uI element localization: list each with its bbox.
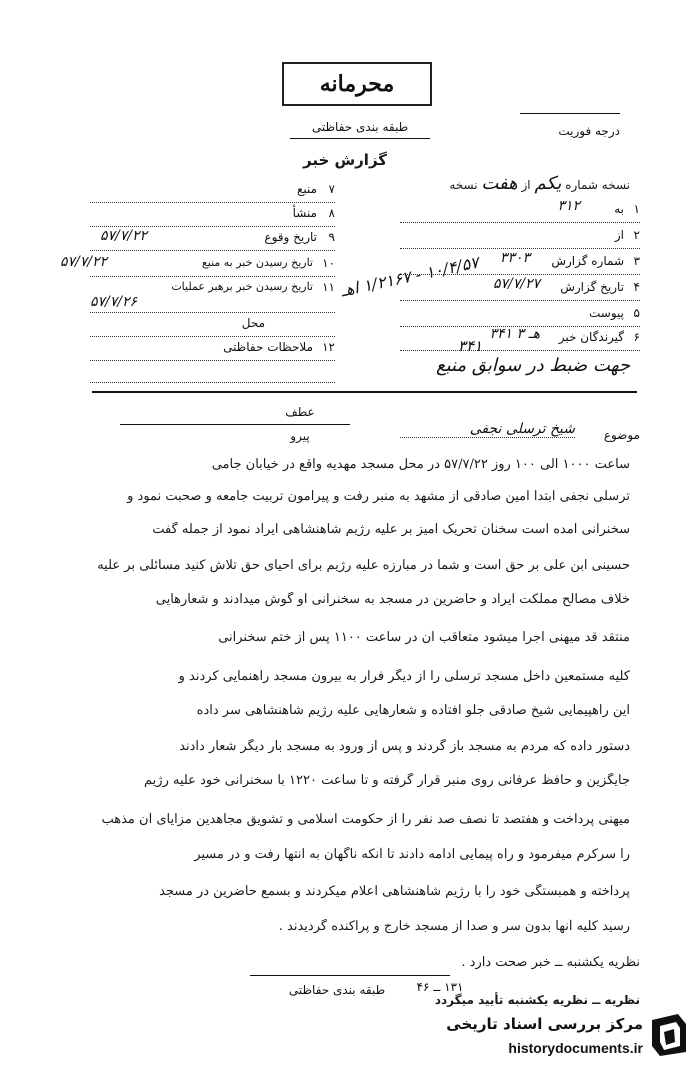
field-row-5 bbox=[400, 302, 640, 327]
body-line-9: دستور داده که مردم به مسجد باز گردند و پس از ورود به مسجد بار دیگر شعار دادند bbox=[179, 739, 630, 754]
body-line-12: را سرکرم میفرمود و راه پیمایی ادامه دادند تا آنکه ناگهان به انتها رفت و در مسیر bbox=[194, 847, 630, 862]
field-8-label: منشأ bbox=[292, 206, 317, 220]
field-row-blank bbox=[90, 364, 335, 383]
body-line-4: حسینی ابن علی بر حق است و شما در مبارزه علیه رژیم برای احیای حق تلاش کنید مسائلی بر علیه bbox=[97, 558, 630, 573]
classification-label: طبقه بندی حفاظتی bbox=[311, 120, 409, 134]
field-row-12 bbox=[90, 338, 335, 361]
field-5-label: پیوست bbox=[589, 306, 624, 320]
report-title: گزارش خبر bbox=[302, 151, 388, 169]
body-line-5: خلاف مصالح مملکت ایراد و حاضرین در مسجد به سخنرانی او گوش میدادند و شعارهایی bbox=[155, 592, 630, 607]
field-1-label: به bbox=[614, 202, 624, 216]
field-12-num: ۱۲ bbox=[322, 340, 335, 354]
body-line-13: پرداخته و همبستگی خود را با رژیم شاهنشاهی اعلام میکردند و بسمع حاضرین در مسجد bbox=[159, 884, 630, 899]
field-row-10 bbox=[60, 254, 335, 277]
field-10-value: ۵۷/۷/۲۲ bbox=[60, 254, 108, 270]
field-row-8 bbox=[90, 204, 335, 227]
copy-of-label: از bbox=[521, 178, 531, 192]
body-line-1: ساعت ۱۰۰۰ الی ۱۰۰ روز ۵۷/۷/۲۲ در محل مسجد مهدیه واقع در خیابان جامی bbox=[211, 457, 630, 472]
body-line-14: رسید کلیه آنها بدون سر و صدا از مسجد خارج و پراکنده گردیدند . bbox=[278, 919, 630, 934]
ref-line bbox=[120, 424, 350, 425]
field-1-value: ۳۱۲ bbox=[557, 198, 580, 214]
footer-note-line: نظریه یکشنبه ــ خبر صحت دارد . bbox=[461, 955, 640, 970]
watermark-url: historydocuments.ir bbox=[508, 1040, 643, 1056]
body-line-11: میهنی پرداخت و هفتصد تا نصف صد نفر را از حکومت اسلامی و تشویق مجاهدین مزایای آن مذهب bbox=[101, 812, 630, 827]
field-6-value: هـ ۳ ۳۴۱ bbox=[489, 326, 540, 342]
field-3-num: ۳ bbox=[633, 254, 640, 268]
handwritten-archive-note: جهت ضبط در سوابق منبع bbox=[436, 355, 630, 376]
body-line-8: این راهپیمایی شیخ صادقی جلو افتاده و شعارهایی علیه رژیم شاهنشاهی سر داده bbox=[196, 703, 630, 718]
classification-underline bbox=[290, 138, 430, 139]
field-row-2 bbox=[400, 224, 640, 249]
body-line-3: سخنرانی آمده است سخنان تحریک آمیز بر علیه رژیم شاهنشاهی ایراد نمود از جمله گفت bbox=[152, 522, 630, 537]
field-9-num: ۹ bbox=[328, 230, 335, 244]
ref-label: عطف bbox=[285, 405, 315, 419]
field-3-value: ۳۳۰۳ bbox=[499, 250, 530, 266]
field-10-num: ۱۰ bbox=[322, 256, 335, 270]
field-row-1 bbox=[400, 198, 640, 223]
field-10-label: تاریخ رسیدن خبر به منبع bbox=[201, 256, 313, 269]
field-location-label: محل bbox=[241, 316, 265, 330]
field-6-num: ۶ bbox=[633, 330, 640, 344]
field-7-num: ۷ bbox=[328, 182, 335, 196]
follow-label: پیرو bbox=[290, 429, 310, 443]
field-8-num: ۸ bbox=[328, 206, 335, 220]
watermark-title: مرکز بررسی اسناد تاریخی bbox=[446, 1015, 643, 1033]
subject-label: موضوع bbox=[603, 428, 640, 442]
urgency-label: درجه فوریت bbox=[558, 124, 620, 138]
field-row-location bbox=[90, 314, 335, 337]
footer-code: ۱۳۱ ــ ۴۶ bbox=[416, 980, 464, 994]
field-4-num: ۴ bbox=[633, 280, 640, 294]
field-2-num: ۲ bbox=[633, 228, 640, 242]
divider-top bbox=[92, 391, 637, 393]
field-9-label: تاریخ وقوع bbox=[264, 230, 317, 244]
field-11-label: تاریخ رسیدن خبر برهبر عملیات bbox=[171, 280, 313, 293]
copy-number-row bbox=[415, 173, 630, 194]
handwritten-stamp-numbers: ۳۴۱ bbox=[457, 337, 483, 355]
footer-classification-label: طبقه بندی حفاظتی bbox=[288, 983, 386, 997]
handwritten-margin-note: ۱۰/۴/۵۷ - ۱/۲۱۶۷ اهـ bbox=[339, 252, 481, 301]
field-6-label: گیرندگان خبر bbox=[558, 330, 624, 344]
copies-label: نسخه bbox=[449, 178, 478, 192]
confidential-stamp bbox=[282, 62, 432, 106]
footer-divider bbox=[250, 975, 450, 976]
field-12-label: ملاحظات حفاظتی bbox=[223, 340, 313, 354]
field-2-label: از bbox=[614, 228, 624, 242]
body-line-6: منتقد قد میهنی اجرا میشود متعاقب آن در ساعت ۱۱۰۰ پس از ختم سخنرانی bbox=[218, 630, 630, 645]
footer-evaluation-line: نظریه ــ نظریه یکشنبه تأیید میگردد bbox=[434, 993, 640, 1007]
field-4-label: تاریخ گزارش bbox=[560, 280, 624, 294]
copy-number-value: یکم bbox=[534, 173, 562, 194]
body-line-7: کلیه مستمعین داخل مسجد ترسلی را از دیگر فرار به بیرون مسجد راهنمایی کردند و bbox=[178, 669, 630, 684]
field-11-value: ۵۷/۷/۲۶ bbox=[90, 294, 138, 310]
urgency-line bbox=[520, 113, 620, 114]
field-row-9 bbox=[90, 228, 335, 251]
field-4-value: ۵۷/۷/۲۷ bbox=[492, 276, 540, 292]
copy-of-value: هفت bbox=[481, 173, 518, 194]
field-11-num: ۱۱ bbox=[322, 280, 335, 294]
field-1-num: ۱ bbox=[633, 202, 640, 216]
field-row-11 bbox=[90, 278, 335, 313]
field-7-label: منبع bbox=[296, 182, 317, 196]
field-row-7 bbox=[90, 180, 335, 203]
body-line-10: جایگزین و حافظ عرفانی روی منبر قرار گرفته و تا ساعت ۱۲۲۰ با سخنرانی خود علیه رژیم bbox=[144, 773, 630, 788]
body-line-2: ترسلی نجفی ابتدا امین صادقی از مشهد به منبر رفت و پیرامون تربیت جامعه و صحبت نمود و bbox=[127, 489, 630, 504]
copy-number-label: نسخه شماره bbox=[565, 178, 630, 192]
archive-logo-icon bbox=[648, 1012, 690, 1058]
subject-value: شیخ ترسلی نجفی bbox=[400, 421, 575, 438]
field-3-label: شماره گزارش bbox=[551, 254, 624, 268]
field-5-num: ۵ bbox=[633, 306, 640, 320]
stamp-text: محرمانه bbox=[319, 71, 395, 97]
field-9-value: ۵۷/۷/۲۲ bbox=[100, 228, 148, 244]
